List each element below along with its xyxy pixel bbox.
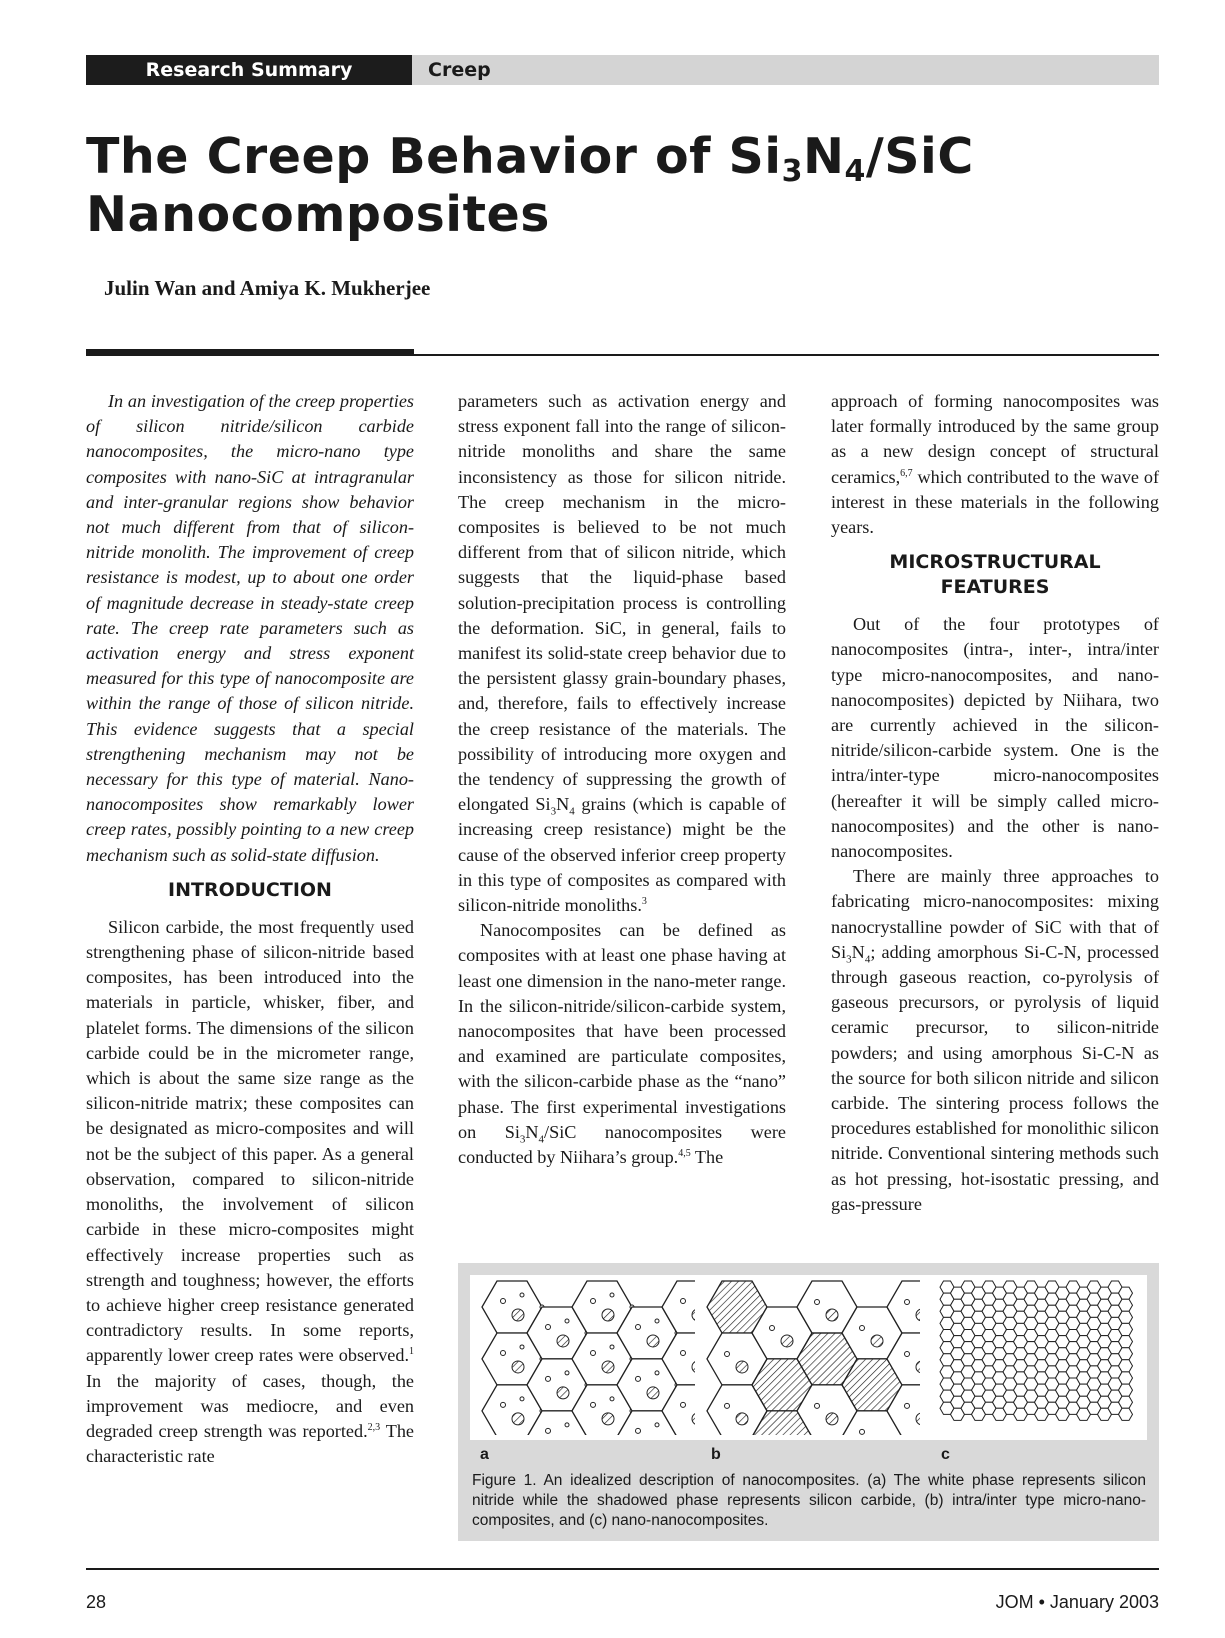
sic-nano-particle	[905, 1403, 910, 1408]
column-3	[831, 389, 1159, 1217]
sic-nano-particle	[520, 1397, 524, 1401]
section-label: Research Summary	[86, 55, 412, 85]
sic-nano-particle	[815, 1299, 820, 1304]
sic-nano-particle	[565, 1371, 569, 1375]
sic-nano-particle	[905, 1299, 910, 1304]
sic-particle	[647, 1387, 659, 1399]
sic-particle	[871, 1335, 883, 1347]
figure-panels	[470, 1275, 1147, 1440]
sic-nano-particle	[681, 1298, 686, 1303]
sic-particle	[602, 1309, 614, 1321]
panel-c-label: c	[941, 1446, 950, 1463]
journal-info: JOM • January 2003	[995, 1592, 1159, 1612]
page-number: 28	[86, 1592, 107, 1612]
sic-nano-particle	[610, 1293, 614, 1297]
panel-b-diagram	[705, 1279, 920, 1435]
column-3-continued-text: approach of forming nanocomposites was later formally introduced by the same group as a new design concept of structural ceramics,$^{6,7}$ which contributed to the wave of interest in these materials in the following years.	[831, 391, 1159, 538]
sic-nano-particle	[565, 1423, 569, 1427]
micro-paragraph-1: Out of the four prototypes of nanocomposites (intra-, inter-, intra/inter type micro-nanocomposites, and nano-nanocomposites) depicted by Niihara, two are currently achieved in the silicon-nitride/silicon-carbide system. One is the intra/inter-type micro-nanocomposites (hereafter it will be simply called micro-nanocomposites) and the other is nano-nanocomposites.	[831, 614, 1159, 862]
sic-nano-particle	[681, 1350, 686, 1355]
sic-nano-particle	[815, 1403, 820, 1408]
nano-grain	[1119, 1336, 1133, 1348]
sic-nano-particle	[860, 1429, 865, 1434]
intro-paragraph-2: Nanocomposites can be defined as composites with at least one phase having at least one dimension in the nano-meter range. In the silicon-nitride/silicon-carbide system, nanocomposites that have been processed and examined are particulate composites, with the silicon-carbide phase as the “nano” phase. The first experimental investigations on $Si_3N_4$/SiC nanocomposites were conducted by Niihara’s group.$^{4,5}$ The	[458, 920, 786, 1168]
nano-grain	[1119, 1372, 1133, 1384]
figure-1	[458, 1263, 1159, 1541]
sic-nano-particle	[591, 1298, 596, 1303]
sic-nano-particle	[655, 1319, 659, 1323]
column-2	[458, 389, 786, 1170]
sic-nano-particle	[905, 1351, 910, 1356]
intro-paragraph-1: Silicon carbide, the most frequently used strengthening phase of silicon-nitride based composites, has been introduced into the materials in particle, whisker, fiber, and platelet forms. The dimensions of the silicon carbide could be in the micrometer range, which is about the same size range as the silicon-nitride matrix; these composites can be designated as micro-composites and will not be the subject of this paper. As a general observation, compared to silicon-nitride monoliths, the involvement of silicon carbide in these micro-composites might effectively increase properties such as strength and toughness; however, the efforts to achieve higher creep resistance generated contradictory results. In some reports, apparently lower creep rates were observed.$^1$ In the majority of cases, though, the improvement was mediocre, and even degraded creep strength was reported.$^{2,3}$ The characteristic rate	[86, 916, 414, 1467]
sic-nano-particle	[636, 1324, 641, 1329]
nano-grain	[1119, 1360, 1133, 1372]
section-heading-introduction: INTRODUCTION	[168, 878, 332, 901]
topic-label: Creep	[412, 55, 1159, 85]
sic-particle	[602, 1361, 614, 1373]
sic-particle	[557, 1387, 569, 1399]
sic-nano-particle	[501, 1402, 506, 1407]
sic-nano-particle	[565, 1319, 569, 1323]
sic-particle	[781, 1335, 793, 1347]
abstract: In an investigation of the creep properties of silicon nitride/silicon carbide nanocomposites, the micro-nano type composites with nano-SiC at intragranular and inter-granular regions show behavior not much different from that of silicon-nitride monolith. The improvement of creep resistance is modest, up to about one order of magnitude decrease in steady-state creep rate. The creep rate parameters such as activation energy and stress exponent measured for this type of nanocomposite are within the range of those of silicon nitride. This evidence suggests that a special strengthening mechanism may not be necessary for this type of material. Nano-nanocomposites show remarkably lower creep rates, possibly pointing to a new creep mechanism such as solid-state diffusion.	[86, 391, 414, 865]
authors: Julin Wan and Amiya K. Mukherjee	[104, 276, 431, 300]
intro-paragraph-1-continued: parameters such as activation energy and stress exponent fall into the range of silicon-nitride monoliths and share the same inconsistency as those for silicon nitride. The creep mechanism in the micro-composites is believed to be not much different from that of silicon nitride, which suggests that the liquid-phase based solution-precipitation process is controlling the deformation. SiC, in general, fails to manifest its solid-state creep behavior due to the persistent glassy grain-boundary phases, and, therefore, fails to effectively increase the creep resistance of the materials. The possibility of introducing more oxygen and the tendency of suppressing the growth of elongated $Si_3N_4$ grains (which is capable of increasing creep resistance) might be the cause of the observed inferior creep property in this type of composites as compared with silicon-nitride monoliths.$^3$	[458, 391, 786, 916]
sic-particle	[736, 1361, 748, 1373]
sic-nano-particle	[681, 1402, 686, 1407]
sic-particle	[602, 1413, 614, 1425]
nano-grain	[1119, 1408, 1133, 1420]
sic-particle	[512, 1361, 524, 1373]
footer-rule	[86, 1568, 1159, 1570]
sic-particle	[647, 1335, 659, 1347]
sic-nano-particle	[610, 1397, 614, 1401]
sic-nano-particle	[591, 1402, 596, 1407]
sic-nano-particle	[546, 1324, 551, 1329]
sic-particle	[826, 1413, 838, 1425]
panel-a-diagram	[480, 1279, 695, 1435]
sic-particle	[557, 1335, 569, 1347]
panel-b-label: b	[711, 1446, 721, 1463]
sic-nano-particle	[655, 1423, 659, 1427]
nano-grain	[1119, 1287, 1133, 1299]
sic-nano-particle	[770, 1325, 775, 1330]
sic-nano-particle	[520, 1293, 524, 1297]
sic-nano-particle	[546, 1428, 551, 1433]
panel-c-diagram	[938, 1279, 1138, 1435]
sic-nano-particle	[501, 1298, 506, 1303]
sic-particle	[736, 1413, 748, 1425]
nano-grain	[1119, 1323, 1133, 1335]
sic-nano-particle	[501, 1350, 506, 1355]
nano-grain	[1119, 1311, 1133, 1323]
sic-particle	[826, 1309, 838, 1321]
nano-grain	[1119, 1384, 1133, 1396]
sic-nano-particle	[610, 1345, 614, 1349]
sic-nano-particle	[636, 1376, 641, 1381]
sic-nano-particle	[725, 1403, 730, 1408]
nano-grain	[1119, 1299, 1133, 1311]
sic-particle	[512, 1413, 524, 1425]
panel-a-label: a	[480, 1446, 489, 1463]
micro-paragraph-2: There are mainly three approaches to fabricating micro-nanocomposites: mixing nanocrystalline powder of SiC with that of $Si_3N_4$; adding amorphous Si-C-N, processed through gaseous reaction, co-pyrolysis of gaseous precursors, or pyrolysis of liquid ceramic precursor, to silicon-nitride powders; and using amorphous Si-C-N as the source for both silicon nitride and silicon carbide. The sintering process follows the procedures established for monolithic silicon nitride. Conventional sintering methods such as hot pressing, hot-isostatic pressing, and gas-pressure	[831, 866, 1159, 1214]
section-heading-microstructural: MICROSTRUCTURAL FEATURES	[889, 551, 1101, 599]
sic-nano-particle	[591, 1350, 596, 1355]
nano-grain	[1119, 1396, 1133, 1408]
sic-nano-particle	[546, 1376, 551, 1381]
article-title: The Creep Behavior of $Si_3N_4$/SiC Nanocomposites	[86, 128, 974, 243]
figure-caption: Figure 1. An idealized description of nanocomposites. (a) The white phase represents silicon nitride while the shadowed phase represents silicon carbide, (b) intra/inter type micro-nano-composites, and (c) nano-nanocomposites.	[472, 1472, 1146, 1529]
sic-particle	[512, 1309, 524, 1321]
sic-nano-particle	[520, 1345, 524, 1349]
header-rule-accent	[86, 349, 414, 355]
column-1	[86, 389, 414, 1469]
sic-nano-particle	[860, 1325, 865, 1330]
sic-nano-particle	[655, 1371, 659, 1375]
sic-nano-particle	[725, 1351, 730, 1356]
nano-grain	[1119, 1348, 1133, 1360]
sic-nano-particle	[636, 1428, 641, 1433]
